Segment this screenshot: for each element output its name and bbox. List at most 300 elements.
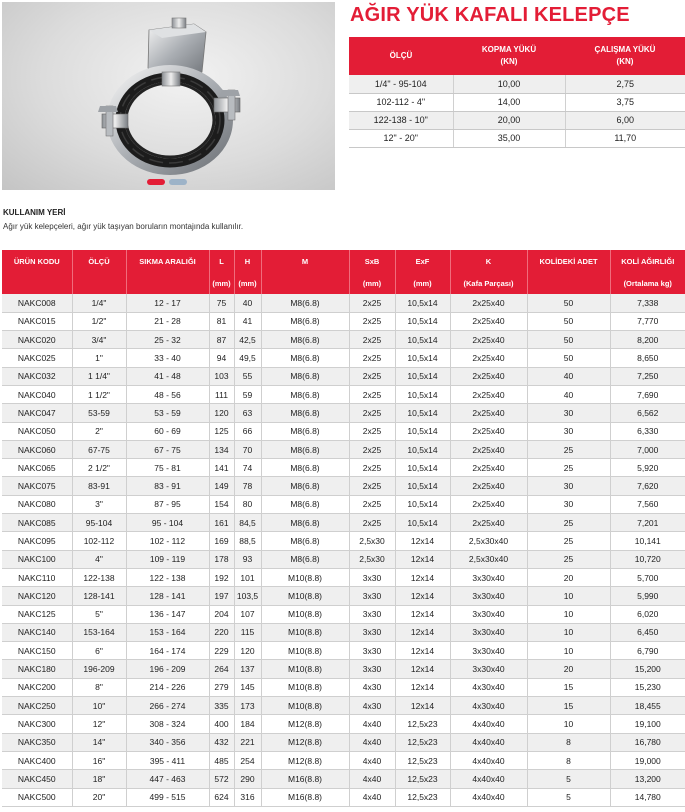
table-cell: NAKC125: [2, 605, 72, 623]
column-header: SIKMA ARALIĞI: [126, 250, 209, 272]
table-cell: NAKC015: [2, 312, 72, 330]
column-header: ÖLÇÜ: [72, 250, 126, 272]
table-row: [2, 294, 685, 312]
table-cell: 12 - 17: [126, 294, 209, 312]
table-cell: 400: [209, 715, 234, 733]
column-header: M: [261, 250, 349, 272]
table-cell: M8(6.8): [261, 367, 349, 385]
table-cell: 2x25: [349, 514, 395, 532]
table-cell: M8(6.8): [261, 514, 349, 532]
header-breaking-load: KOPMA YÜKÜ (KN): [453, 37, 565, 75]
table-cell: 184: [234, 715, 261, 733]
table-cell: 20: [527, 568, 610, 586]
table-cell: 6,790: [610, 642, 685, 660]
table-cell: NAKC150: [2, 642, 72, 660]
table-row: [349, 111, 685, 129]
table-cell: NAKC085: [2, 514, 72, 532]
table-cell: M8(6.8): [261, 385, 349, 403]
table-cell: NAKC300: [2, 715, 72, 733]
column-subheader: (mm): [234, 272, 261, 294]
table-cell: 4x40x40: [450, 751, 527, 769]
table-cell: NAKC350: [2, 733, 72, 751]
table-cell: M10(8.8): [261, 697, 349, 715]
table-cell: M8(6.8): [261, 550, 349, 568]
table-cell: 149: [209, 477, 234, 495]
column-subheader: (Ortalama kg): [610, 272, 685, 294]
table-cell: 80: [234, 495, 261, 513]
table-cell: 7,000: [610, 440, 685, 458]
table-cell: 8,200: [610, 331, 685, 349]
page-title: AĞIR YÜK KAFALI KELEPÇE: [350, 4, 630, 26]
table-cell: 25 - 32: [126, 331, 209, 349]
table-cell: NAKC110: [2, 568, 72, 586]
table-cell: 40: [234, 294, 261, 312]
table-cell: 10,5x14: [395, 331, 450, 349]
table-cell: 10: [527, 587, 610, 605]
table-cell: 192: [209, 568, 234, 586]
table-cell: 10,5x14: [395, 404, 450, 422]
table-cell: 220: [209, 623, 234, 641]
table-cell: 3x30: [349, 605, 395, 623]
table-cell: 1/4": [72, 294, 126, 312]
table-cell: 2x25x40: [450, 422, 527, 440]
table-cell: M10(8.8): [261, 660, 349, 678]
table-cell: 8": [72, 678, 126, 696]
table-cell: M8(6.8): [261, 459, 349, 477]
table-cell: NAKC095: [2, 532, 72, 550]
table-cell: NAKC065: [2, 459, 72, 477]
table-cell: 10,5x14: [395, 422, 450, 440]
table-cell: 196-209: [72, 660, 126, 678]
table-cell: 8: [527, 733, 610, 751]
table-cell: M10(8.8): [261, 605, 349, 623]
table-cell: 2x25: [349, 349, 395, 367]
table-cell: 30: [527, 422, 610, 440]
table-row: [2, 422, 685, 440]
column-header: KOLİDEKİ ADET: [527, 250, 610, 272]
column-header: H: [234, 250, 261, 272]
table-cell: 12,5x23: [395, 733, 450, 751]
table-cell: 12x14: [395, 642, 450, 660]
table-cell: 153 - 164: [126, 623, 209, 641]
table-cell: 12" - 20": [349, 129, 453, 147]
slide-dot-active[interactable]: [147, 179, 165, 185]
table-cell: 6,330: [610, 422, 685, 440]
table-cell: 145: [234, 678, 261, 696]
column-header: ExF: [395, 250, 450, 272]
table-row: [2, 733, 685, 751]
table-cell: 572: [209, 770, 234, 788]
table-cell: 2x25: [349, 459, 395, 477]
slide-dot[interactable]: [169, 179, 187, 185]
table-cell: 4": [72, 550, 126, 568]
table-cell: 48 - 56: [126, 385, 209, 403]
table-cell: NAKC075: [2, 477, 72, 495]
table-cell: 4x40: [349, 788, 395, 806]
table-cell: 316: [234, 788, 261, 806]
table-cell: 10,5x14: [395, 367, 450, 385]
table-cell: 67-75: [72, 440, 126, 458]
table-cell: 18,455: [610, 697, 685, 715]
table-cell: 2,5x30x40: [450, 532, 527, 550]
table-cell: 10: [527, 715, 610, 733]
table-cell: 2x25: [349, 404, 395, 422]
table-cell: 87: [209, 331, 234, 349]
table-cell: 10: [527, 605, 610, 623]
table-cell: 88,5: [234, 532, 261, 550]
table-cell: 2x25x40: [450, 367, 527, 385]
table-cell: 10,00: [453, 75, 565, 93]
table-cell: NAKC120: [2, 587, 72, 605]
table-cell: 25: [527, 440, 610, 458]
table-cell: 19,100: [610, 715, 685, 733]
table-cell: 2x25: [349, 477, 395, 495]
table-cell: 18": [72, 770, 126, 788]
table-row: [2, 532, 685, 550]
table-cell: 1 1/4": [72, 367, 126, 385]
table-cell: 78: [234, 477, 261, 495]
table-cell: 2x25: [349, 294, 395, 312]
table-cell: 197: [209, 587, 234, 605]
table-cell: 2x25x40: [450, 440, 527, 458]
table-cell: 20: [527, 660, 610, 678]
table-cell: 1": [72, 349, 126, 367]
table-cell: 66: [234, 422, 261, 440]
table-cell: 75 - 81: [126, 459, 209, 477]
table-cell: 2x25: [349, 422, 395, 440]
table-cell: 15,200: [610, 660, 685, 678]
table-cell: M8(6.8): [261, 532, 349, 550]
table-cell: 12x14: [395, 568, 450, 586]
table-cell: 2x25x40: [450, 349, 527, 367]
table-cell: NAKC400: [2, 751, 72, 769]
table-cell: NAKC180: [2, 660, 72, 678]
table-cell: 20,00: [453, 111, 565, 129]
table-cell: NAKC200: [2, 678, 72, 696]
table-row: [2, 477, 685, 495]
table-cell: 624: [209, 788, 234, 806]
table-cell: 11,70: [565, 129, 685, 147]
table-cell: 134: [209, 440, 234, 458]
table-cell: 7,770: [610, 312, 685, 330]
table-cell: NAKC020: [2, 331, 72, 349]
table-row: [2, 367, 685, 385]
table-cell: 5: [527, 788, 610, 806]
column-subheader: (mm): [349, 272, 395, 294]
table-cell: 2x25: [349, 440, 395, 458]
table-cell: 5,920: [610, 459, 685, 477]
table-cell: 10,5x14: [395, 477, 450, 495]
table-cell: 10,5x14: [395, 385, 450, 403]
table-cell: 40: [527, 367, 610, 385]
table-row: [349, 129, 685, 147]
table-cell: 7,690: [610, 385, 685, 403]
table-cell: 122-138 - 10": [349, 111, 453, 129]
table-cell: 50: [527, 312, 610, 330]
table-row: [2, 605, 685, 623]
table-cell: 67 - 75: [126, 440, 209, 458]
table-cell: 49,5: [234, 349, 261, 367]
table-cell: 10,5x14: [395, 440, 450, 458]
table-cell: 30: [527, 495, 610, 513]
table-cell: 19,000: [610, 751, 685, 769]
table-cell: 3x30: [349, 642, 395, 660]
table-cell: 75: [209, 294, 234, 312]
table-cell: 335: [209, 697, 234, 715]
table-cell: M16(8.8): [261, 770, 349, 788]
table-cell: 432: [209, 733, 234, 751]
table-cell: 95 - 104: [126, 514, 209, 532]
table-cell: 10,5x14: [395, 294, 450, 312]
table-cell: 10,5x14: [395, 514, 450, 532]
table-cell: 395 - 411: [126, 751, 209, 769]
slideshow-dots: [147, 179, 187, 185]
table-cell: 101: [234, 568, 261, 586]
table-cell: 2x25x40: [450, 514, 527, 532]
table-cell: 2": [72, 422, 126, 440]
table-cell: 2x25: [349, 312, 395, 330]
table-cell: 290: [234, 770, 261, 788]
table-row: [2, 404, 685, 422]
table-cell: 153-164: [72, 623, 126, 641]
table-cell: 12x14: [395, 605, 450, 623]
table-cell: M12(8.8): [261, 733, 349, 751]
table-cell: M8(6.8): [261, 404, 349, 422]
table-cell: 4x40: [349, 751, 395, 769]
product-photo: [2, 2, 335, 190]
table-cell: 8,650: [610, 349, 685, 367]
table-cell: NAKC450: [2, 770, 72, 788]
table-cell: 122-138: [72, 568, 126, 586]
table-cell: M8(6.8): [261, 495, 349, 513]
table-row: [2, 623, 685, 641]
table-cell: 125: [209, 422, 234, 440]
table-cell: 2x25x40: [450, 331, 527, 349]
table-cell: 447 - 463: [126, 770, 209, 788]
table-cell: 3x30: [349, 568, 395, 586]
table-cell: 35,00: [453, 129, 565, 147]
usage-heading: KULLANIM YERİ: [3, 208, 66, 217]
table-cell: 221: [234, 733, 261, 751]
table-cell: 10": [72, 697, 126, 715]
column-subheader: [527, 272, 610, 294]
table-cell: 102-112 - 4": [349, 93, 453, 111]
table-cell: 2,5x30: [349, 532, 395, 550]
table-cell: 1/2": [72, 312, 126, 330]
header-working-load: ÇALIŞMA YÜKÜ (KN): [565, 37, 685, 75]
table-cell: NAKC060: [2, 440, 72, 458]
table-row: [2, 642, 685, 660]
table-cell: 13,200: [610, 770, 685, 788]
table-row: [349, 75, 685, 93]
table-cell: 4x30: [349, 678, 395, 696]
column-subheader: [126, 272, 209, 294]
table-cell: 12x14: [395, 678, 450, 696]
table-cell: 120: [209, 404, 234, 422]
table-cell: 308 - 324: [126, 715, 209, 733]
table-cell: NAKC040: [2, 385, 72, 403]
table-cell: 3": [72, 495, 126, 513]
table-cell: 136 - 147: [126, 605, 209, 623]
table-row: [2, 697, 685, 715]
table-cell: 109 - 119: [126, 550, 209, 568]
usage-text: Ağır yük kelepçeleri, ağır yük taşıyan boruların montajında kullanılır.: [3, 222, 244, 231]
table-cell: 6,00: [565, 111, 685, 129]
column-header: KOLİ AĞIRLIĞI: [610, 250, 685, 272]
table-cell: 1 1/2": [72, 385, 126, 403]
table-cell: 10,5x14: [395, 349, 450, 367]
table-cell: 4x30x40: [450, 678, 527, 696]
table-cell: 12x14: [395, 660, 450, 678]
table-cell: 15: [527, 697, 610, 715]
column-subheader: (mm): [395, 272, 450, 294]
table-cell: 2x25: [349, 495, 395, 513]
table-cell: 6": [72, 642, 126, 660]
table-row: [2, 514, 685, 532]
table-cell: 2x25x40: [450, 459, 527, 477]
table-cell: 5: [527, 770, 610, 788]
table-cell: 12x14: [395, 697, 450, 715]
table-row: [2, 550, 685, 568]
column-subheader: [2, 272, 72, 294]
table-row: [2, 312, 685, 330]
table-cell: 3x30: [349, 660, 395, 678]
table-cell: 2x25x40: [450, 495, 527, 513]
table-cell: 4x40x40: [450, 715, 527, 733]
table-cell: M8(6.8): [261, 331, 349, 349]
table-cell: 20": [72, 788, 126, 806]
table-row: [2, 440, 685, 458]
table-cell: 95-104: [72, 514, 126, 532]
table-cell: 499 - 515: [126, 788, 209, 806]
table-cell: 107: [234, 605, 261, 623]
table-row: [2, 459, 685, 477]
table-cell: 3x30: [349, 587, 395, 605]
table-cell: 122 - 138: [126, 568, 209, 586]
table-cell: 7,250: [610, 367, 685, 385]
table-cell: 84,5: [234, 514, 261, 532]
table-cell: 8: [527, 751, 610, 769]
table-cell: M8(6.8): [261, 294, 349, 312]
table-cell: 12,5x23: [395, 715, 450, 733]
load-capacity-table: [349, 37, 685, 148]
table-cell: 83 - 91: [126, 477, 209, 495]
table-cell: 3x30x40: [450, 605, 527, 623]
table-cell: 4x40: [349, 715, 395, 733]
column-subheader: (mm): [209, 272, 234, 294]
table-cell: 10: [527, 623, 610, 641]
table-row: [2, 385, 685, 403]
table-row: [2, 788, 685, 806]
table-cell: 266 - 274: [126, 697, 209, 715]
table-cell: 10,5x14: [395, 312, 450, 330]
table-cell: 12,5x23: [395, 770, 450, 788]
table-cell: 10,141: [610, 532, 685, 550]
table-cell: 2x25: [349, 385, 395, 403]
table-cell: 2 1/2": [72, 459, 126, 477]
table-cell: 12": [72, 715, 126, 733]
table-cell: 25: [527, 550, 610, 568]
table-cell: 25: [527, 532, 610, 550]
table-cell: 53-59: [72, 404, 126, 422]
table-row: [2, 349, 685, 367]
table-cell: 1/4" - 95-104: [349, 75, 453, 93]
table-cell: 4x40: [349, 770, 395, 788]
table-cell: 4x40x40: [450, 733, 527, 751]
table-cell: 3x30x40: [450, 587, 527, 605]
table-cell: 103,5: [234, 587, 261, 605]
table-cell: 50: [527, 294, 610, 312]
table-cell: 6,020: [610, 605, 685, 623]
table-cell: 4x40x40: [450, 770, 527, 788]
table-cell: 3x30x40: [450, 623, 527, 641]
table-cell: 3x30: [349, 623, 395, 641]
table-cell: 204: [209, 605, 234, 623]
table-cell: M10(8.8): [261, 587, 349, 605]
table-cell: 279: [209, 678, 234, 696]
table-cell: 10,5x14: [395, 459, 450, 477]
table-cell: 7,338: [610, 294, 685, 312]
table-cell: 3x30x40: [450, 568, 527, 586]
table-cell: 25: [527, 459, 610, 477]
table-row: [2, 678, 685, 696]
table-cell: M12(8.8): [261, 751, 349, 769]
header-size: ÖLÇÜ: [349, 37, 453, 75]
table-cell: 12,5x23: [395, 751, 450, 769]
table-cell: 141: [209, 459, 234, 477]
table-cell: 164 - 174: [126, 642, 209, 660]
pipe-clamp-illustration: [2, 2, 335, 190]
column-header: K: [450, 250, 527, 272]
table-cell: 3x30x40: [450, 660, 527, 678]
table-cell: 2x25x40: [450, 404, 527, 422]
table-row: [2, 568, 685, 586]
table-cell: NAKC140: [2, 623, 72, 641]
column-header: ÜRÜN KODU: [2, 250, 72, 272]
table-cell: 50: [527, 349, 610, 367]
table-cell: NAKC100: [2, 550, 72, 568]
table-cell: 2x25x40: [450, 294, 527, 312]
table-cell: 3,75: [565, 93, 685, 111]
table-row: [349, 93, 685, 111]
column-header: L: [209, 250, 234, 272]
table-cell: 12x14: [395, 532, 450, 550]
table-cell: 340 - 356: [126, 733, 209, 751]
table-cell: 70: [234, 440, 261, 458]
table-cell: M10(8.8): [261, 642, 349, 660]
table-cell: 169: [209, 532, 234, 550]
table-cell: M8(6.8): [261, 422, 349, 440]
table-cell: NAKC032: [2, 367, 72, 385]
table-cell: 10,5x14: [395, 495, 450, 513]
table-cell: 94: [209, 349, 234, 367]
table-cell: 4x30x40: [450, 697, 527, 715]
table-row: [2, 587, 685, 605]
table-cell: M10(8.8): [261, 678, 349, 696]
table-cell: 3x30x40: [450, 642, 527, 660]
table-cell: 41: [234, 312, 261, 330]
table-cell: 137: [234, 660, 261, 678]
table-cell: 111: [209, 385, 234, 403]
table-cell: 12x14: [395, 550, 450, 568]
table-cell: 7,201: [610, 514, 685, 532]
table-cell: 15: [527, 678, 610, 696]
product-table: [2, 250, 685, 807]
table-cell: 229: [209, 642, 234, 660]
table-cell: 115: [234, 623, 261, 641]
table-cell: NAKC500: [2, 788, 72, 806]
table-cell: 87 - 95: [126, 495, 209, 513]
